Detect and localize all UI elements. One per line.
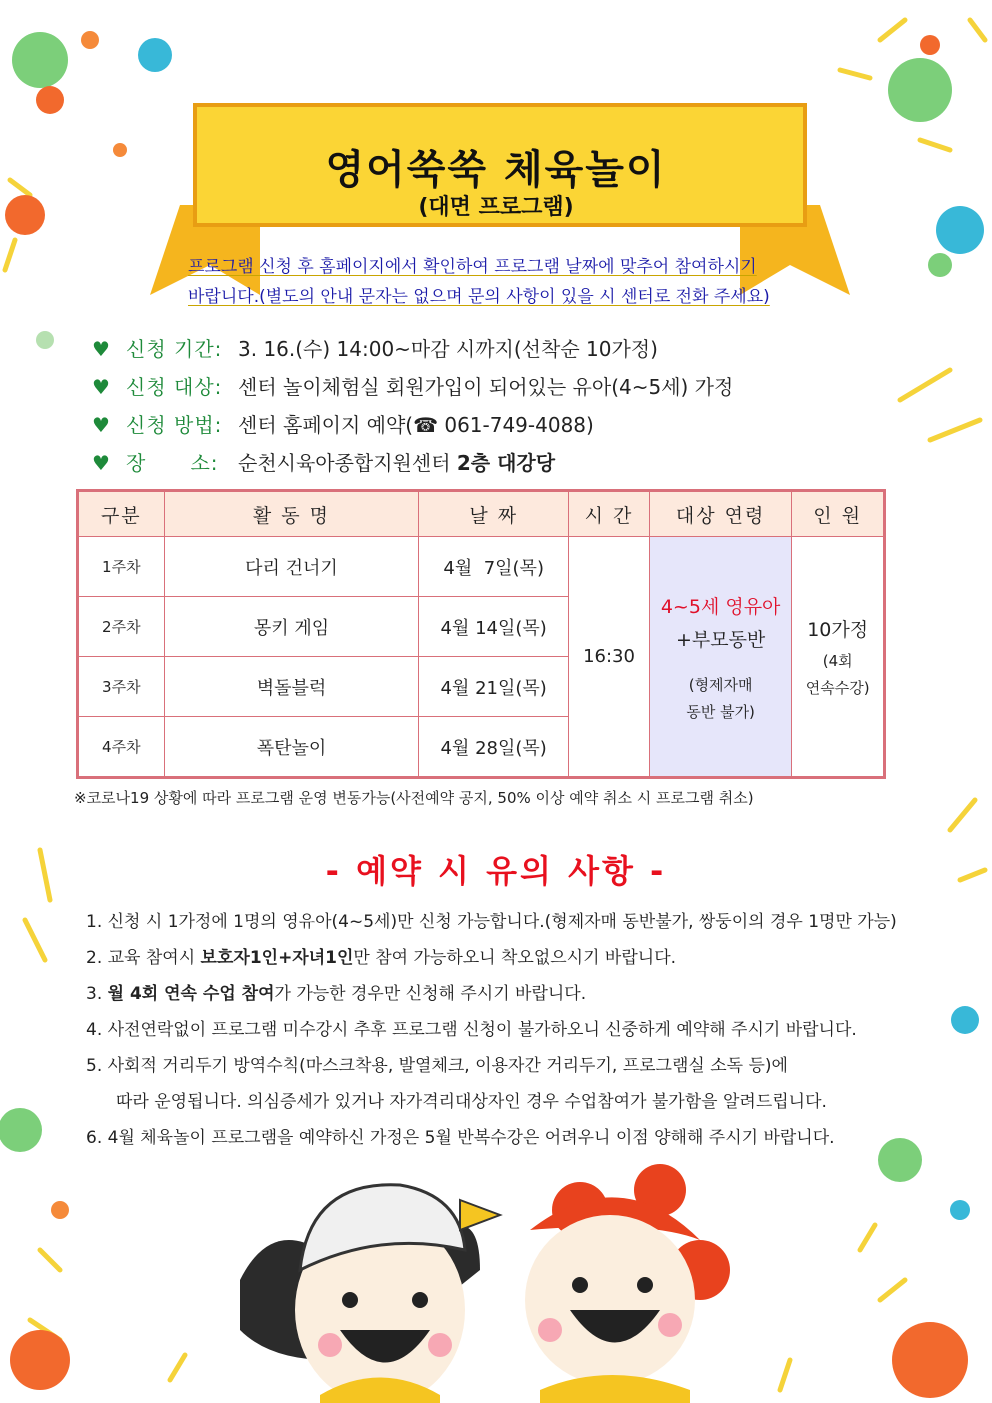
time-cell: 16:30	[569, 537, 650, 778]
heart-icon: ♥	[92, 451, 110, 475]
info-target	[92, 368, 733, 406]
people-main: 10가정	[807, 619, 869, 641]
place-value	[238, 444, 555, 482]
row-week: 4주차	[78, 717, 165, 778]
rule-1: 1. 신청 시 1가정에 1명의 영유아(4~5세)만 신청 가능합니다.(형제자매 동반불가, 쌍둥이의 경우 1명만 가능)	[86, 912, 897, 932]
rule-2	[86, 940, 897, 976]
row-activity: 벽돌블럭	[164, 657, 419, 717]
row-activity: 몽키 게임	[164, 597, 419, 657]
people-cell	[792, 537, 885, 778]
info-period	[92, 330, 733, 368]
notice-line-2: 바랍니다.(별도의 안내 문자는 없으며 문의 사항이 있을 시 센터로 전화 주세요)	[188, 287, 770, 307]
notice-line-1: 프로그램 신청 후 홈페이지에서 확인하여 프로그램 날짜에 맞추어 참여하시기	[188, 257, 757, 277]
target-value: 센터 놀이체험실 회원가입이 되어있는 유아(4~5세) 가정	[238, 375, 734, 399]
row-week: 2주차	[78, 597, 165, 657]
crab-mascot-icon	[525, 1164, 730, 1403]
header-week: 구분	[78, 491, 165, 537]
people-note-1: (4회	[822, 652, 853, 670]
method-value: 센터 홈페이지 예약(☎ 061-749-4088)	[238, 413, 594, 437]
header-activity: 활 동 명	[164, 491, 419, 537]
rule-5b: 따라 운영됩니다. 의심증세가 있거나 자가격리대상자인 경우 수업참여가 불가함을 알려드립니다.	[116, 1092, 827, 1112]
heart-icon: ♥	[92, 337, 110, 361]
header-people: 인 원	[792, 491, 885, 537]
target-label: 신청 대상:	[126, 375, 223, 399]
page-subtitle: (대면 프로그램)	[418, 195, 574, 220]
method-label: 신청 방법:	[126, 413, 223, 437]
warning-rules	[86, 904, 897, 1156]
rule-6: 6. 4월 체육놀이 프로그램을 예약하신 가정은 5월 반복수강은 어려우니 이점 양해해 주시기 바랍니다.	[86, 1128, 835, 1148]
place-value-b: 2층 대강당	[456, 451, 556, 475]
header-date: 날 짜	[419, 491, 569, 537]
row-date: 4월 14일(목)	[419, 597, 569, 657]
age-note-1: (형제자매	[688, 675, 753, 694]
mascot-illustration	[230, 1160, 770, 1403]
page-title: 영어쑥쑥 체육놀이	[325, 147, 667, 193]
row-week: 3주차	[78, 657, 165, 717]
rule-5a: 5. 사회적 거리두기 방역수칙(마스크착용, 발열체크, 이용자간 거리두기, 프로그램실 소독 등)에	[86, 1056, 788, 1076]
row-date: 4월 28일(목)	[419, 717, 569, 778]
period-label: 신청 기간:	[126, 337, 223, 361]
age-cell	[649, 537, 791, 778]
header-age: 대상 연령	[649, 491, 791, 537]
rule-2-c: 만 참여 가능하오니 착오없으시기 바랍니다.	[353, 948, 677, 968]
info-method	[92, 406, 733, 444]
row-date: 4월 7일(목)	[419, 537, 569, 597]
table-row	[78, 537, 885, 597]
age-parent: +부모동반	[675, 628, 766, 651]
application-info	[92, 330, 733, 482]
period-value: 3. 16.(수) 14:00~마감 시까지(선착순 10가정)	[238, 337, 658, 361]
age-note-2: 동반 불가)	[686, 702, 755, 721]
row-activity: 폭탄놀이	[164, 717, 419, 778]
rule-2-a: 2. 교육 참여시	[86, 948, 201, 968]
row-date: 4월 21일(목)	[419, 657, 569, 717]
place-value-a: 순천시육아종합지원센터	[238, 451, 457, 475]
heart-icon: ♥	[92, 413, 110, 437]
table-header-row	[78, 491, 885, 537]
place-label: 장 소:	[126, 451, 219, 475]
bird-mascot-icon	[240, 1185, 500, 1403]
warning-title: - 예약 시 유의 사항 -	[325, 852, 667, 890]
heart-icon: ♥	[92, 375, 110, 399]
program-notice	[188, 252, 770, 312]
rule-3-b: 월 4회 연속 수업 참여	[107, 984, 275, 1004]
info-place	[92, 444, 733, 482]
age-main: 4~5세 영유아	[660, 595, 781, 618]
row-week: 1주차	[78, 537, 165, 597]
rule-3-c: 가 가능한 경우만 신청해 주시기 바랍니다.	[274, 984, 587, 1004]
row-activity: 다리 건너기	[164, 537, 419, 597]
header-time: 시 간	[569, 491, 650, 537]
schedule-table	[76, 489, 886, 779]
rule-2-b: 보호자1인+자녀1인	[200, 948, 354, 968]
rule-3	[86, 976, 897, 1012]
rule-4: 4. 사전연락없이 프로그램 미수강시 추후 프로그램 신청이 불가하오니 신중하게 예약해 주시기 바랍니다.	[86, 1020, 857, 1040]
covid-note: ※코로나19 상황에 따라 프로그램 운영 변동가능(사전예약 공지, 50% 이상 예약 취소 시 프로그램 취소)	[74, 789, 754, 807]
people-note-2: 연속수강)	[805, 679, 870, 697]
rule-3-a: 3.	[86, 984, 108, 1004]
